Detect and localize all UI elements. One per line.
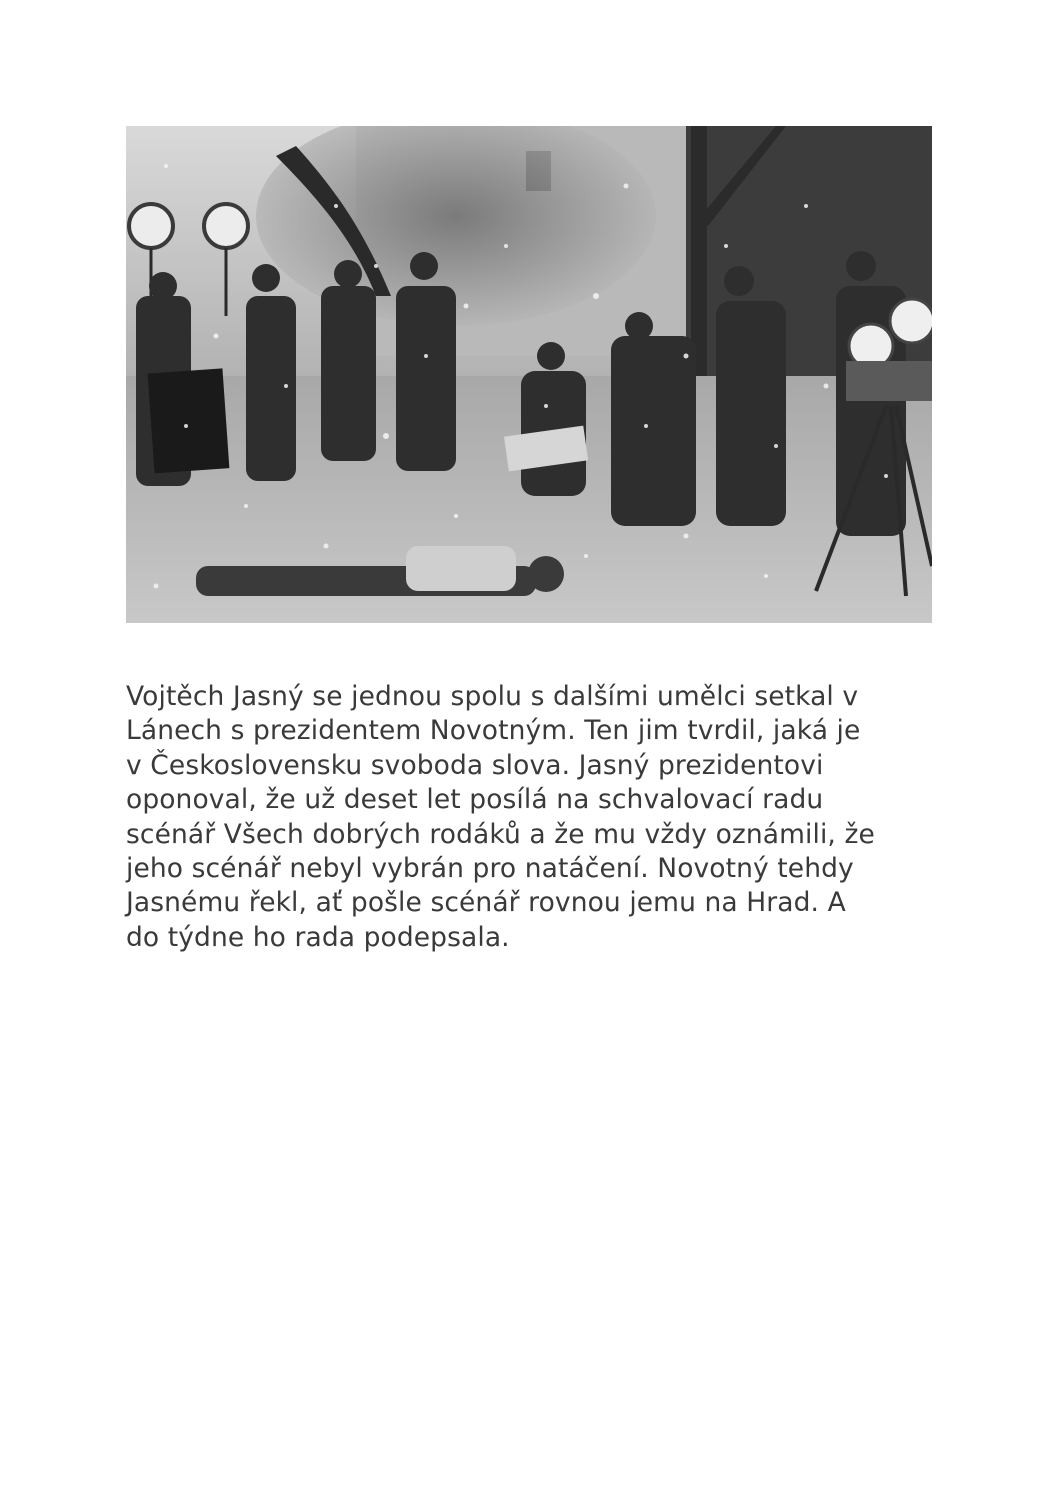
paragraph-line: Lánech s prezidentem Novotným. Ten jim tvrdil, jaká je <box>126 715 861 747</box>
paragraph-line: Jasnému řekl, ať pošle scénář rovnou jemu na Hrad. A <box>126 887 846 919</box>
paragraph-line: v Československu svoboda slova. Jasný prezidentovi <box>126 749 824 781</box>
paragraph-line: Vojtěch Jasný se jednou spolu s dalšími umělci setkal v <box>126 681 859 712</box>
paragraph-line: jeho scénář nebyl vybrán pro natáčení. Novotný tehdy <box>126 853 854 885</box>
article-paragraph <box>126 680 946 955</box>
film-set-photo <box>126 126 932 623</box>
paragraph-line: do týdne ho rada podepsala. <box>126 921 510 953</box>
paragraph-line: scénář Všech dobrých rodáků a že mu vždy oznámili, že <box>126 818 875 850</box>
film-set-photo-graphic <box>126 126 932 623</box>
paragraph-line: oponoval, že už deset let posílá na schvalovací radu <box>126 784 824 816</box>
